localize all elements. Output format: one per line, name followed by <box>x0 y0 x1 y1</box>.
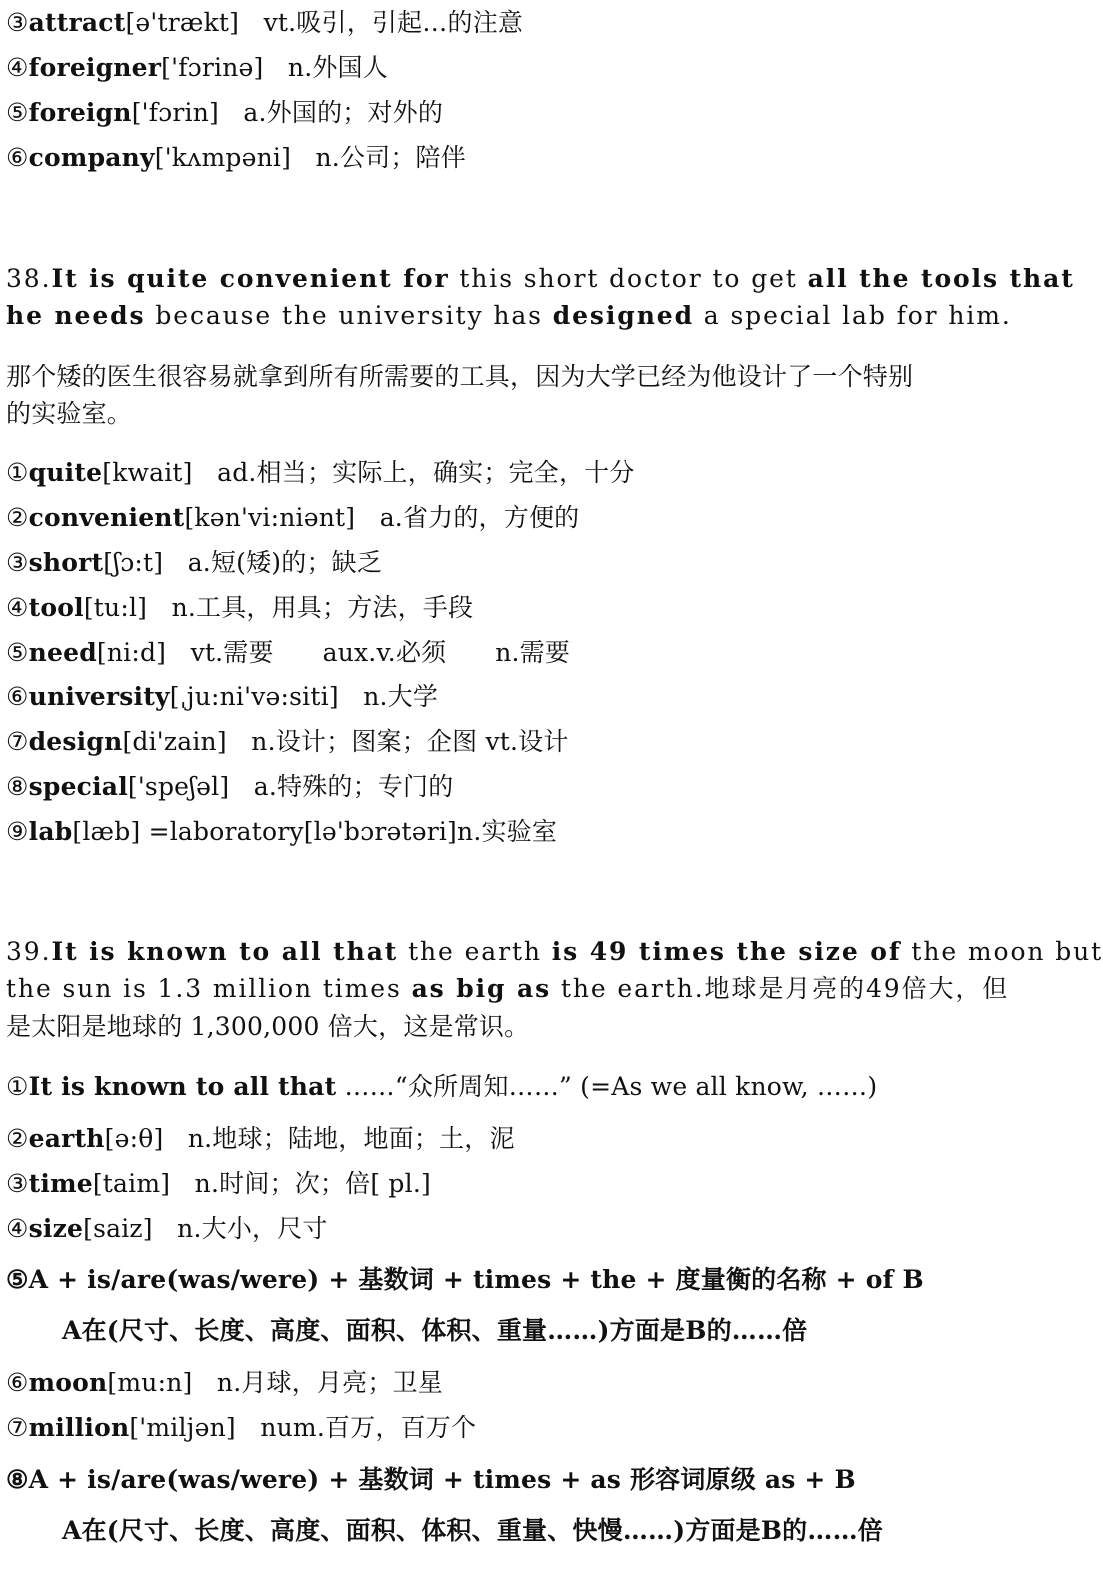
vocab-item <box>6 638 570 668</box>
translation-38-line-1: 那个矮的医生很容易就拿到所有所需要的工具，因为大学已经为他设计了一个特别 <box>6 362 914 391</box>
vocab-definition: vt.吸引，引起…的注意 <box>263 8 524 37</box>
vocab-item <box>6 772 453 802</box>
vocab-word: time <box>28 1169 93 1198</box>
vocab-item <box>6 503 579 533</box>
vocab-definition: a.外国的；对外的 <box>243 98 444 127</box>
item-number: ⑦ <box>6 1413 29 1442</box>
vocab-definition: n.工具，用具；方法，手段 <box>171 593 474 622</box>
vocab-phonetic: [kən'vi:niənt] <box>184 503 356 532</box>
vocab-item <box>6 458 635 488</box>
vocab-phonetic: [tu:l] <box>83 593 148 622</box>
item-number: ⑦ <box>6 727 29 756</box>
vocab-phonetic: [di'zain] <box>122 727 227 756</box>
item-number: ⑥ <box>6 682 29 711</box>
vocab-word: special <box>28 772 128 801</box>
vocab-item <box>6 1214 328 1244</box>
vocab-phonetic: [kwait] <box>102 458 193 487</box>
vocab-item <box>6 817 557 847</box>
vocab-definition: n.月球，月亮；卫星 <box>216 1368 443 1397</box>
item-number: ④ <box>6 53 29 82</box>
vocab-item <box>6 548 382 578</box>
grammar-pattern-1-meaning: A在(尺寸、长度、高度、面积、体积、重量……)方面是B的……倍 <box>62 1316 808 1345</box>
vocab-word: quite <box>28 458 103 487</box>
vocab-phonetic: [ni:d] <box>96 638 167 667</box>
vocab-word: convenient <box>28 503 185 532</box>
vocab-phonetic: ['fɔrinə] <box>161 53 264 82</box>
item-number: ⑤ <box>6 638 29 667</box>
vocab-phonetic: [læb] <box>72 817 141 846</box>
vocab-phonetic: ['kʌmpəni] <box>154 143 292 172</box>
vocab-item <box>6 53 388 83</box>
item-number: ⑨ <box>6 817 29 846</box>
sentence-39-line-3: 是太阳是地球的 1,300,000 倍大，这是常识。 <box>6 1012 530 1041</box>
phrase-item <box>6 1072 877 1102</box>
vocab-word: company <box>28 143 155 172</box>
grammar-pattern-2-meaning: A在(尺寸、长度、高度、面积、体积、重量、快慢……)方面是B的……倍 <box>62 1516 883 1545</box>
vocab-definition: a.特殊的；专门的 <box>253 772 454 801</box>
vocab-word: university <box>28 682 170 711</box>
vocab-definition: n.外国人 <box>287 53 388 82</box>
item-number: ④ <box>6 593 29 622</box>
vocab-definition: ad.相当；实际上，确实；完全，十分 <box>217 458 635 487</box>
sentence-39-line-2: the sun is 1.3 million times as big as the earth.地球是月亮的49倍大，但 <box>6 974 1010 1003</box>
vocab-phonetic: ['fɔrin] <box>131 98 219 127</box>
vocab-word: earth <box>28 1124 105 1153</box>
vocab-word: foreigner <box>28 53 162 82</box>
vocab-phonetic: [ˌju:ni'və:siti] <box>169 682 339 711</box>
vocab-phonetic: [saiz] <box>83 1214 153 1243</box>
sentence-38-line-2: he needs because the university has designed a special lab for him. <box>6 301 1012 330</box>
phrase-meaning: ……“众所周知……” (=As we all know, ……) <box>336 1072 878 1101</box>
vocab-word: need <box>28 638 97 667</box>
vocab-item <box>6 727 569 757</box>
grammar-pattern-2: ⑧A + is/are(was/were) + 基数词 + times + as 形容词原级 as + B <box>6 1465 856 1494</box>
vocab-item <box>6 593 473 623</box>
vocab-item <box>6 1169 431 1199</box>
vocab-definition: n.大小，尺寸 <box>177 1214 328 1243</box>
sentence-38-line-1: 38.It is quite convenient for this short doctor to get all the tools that <box>6 264 1075 293</box>
vocab-item <box>6 143 466 173</box>
vocab-item <box>6 98 443 128</box>
vocab-definition: num.百万，百万个 <box>260 1413 477 1442</box>
vocab-definition: n.公司；陪伴 <box>315 143 466 172</box>
vocab-item <box>6 1124 515 1154</box>
vocab-definition: n.大学 <box>363 682 439 711</box>
vocab-definition: a.省力的，方便的 <box>379 503 580 532</box>
vocab-phonetic: [taim] <box>92 1169 171 1198</box>
vocab-phonetic: [ʃɔ:t] <box>103 548 164 577</box>
vocab-word: foreign <box>28 98 132 127</box>
item-number: ① <box>6 458 29 487</box>
vocab-word: moon <box>28 1368 108 1397</box>
item-number: ③ <box>6 1169 29 1198</box>
vocab-phonetic: ['speʃəl] <box>127 772 230 801</box>
vocab-item <box>6 1413 476 1443</box>
sentence-39-line-1: 39.It is known to all that the earth is 49 times the size of the moon but <box>6 937 1103 966</box>
vocab-word: lab <box>28 817 73 846</box>
vocab-definition: a.短(矮)的；缺乏 <box>187 548 383 577</box>
vocab-definition: n.设计；图案；企图 vt.设计 <box>251 727 569 756</box>
item-number: ⑤ <box>6 98 29 127</box>
item-number: ② <box>6 503 29 532</box>
item-number: ④ <box>6 1214 29 1243</box>
item-number: ③ <box>6 8 29 37</box>
vocab-word: attract <box>28 8 126 37</box>
vocab-word: design <box>28 727 123 756</box>
grammar-pattern-1: ⑤A + is/are(was/were) + 基数词 + times + the + 度量衡的名称 + of B <box>6 1265 924 1294</box>
item-number: ① <box>6 1072 29 1101</box>
vocab-definition: =laboratory[lə'bɔrətəri]n.实验室 <box>148 817 558 846</box>
item-number: ⑧ <box>6 772 29 801</box>
vocab-word: tool <box>28 593 84 622</box>
vocab-definition: vt.需要 aux.v.必须 n.需要 <box>190 638 571 667</box>
item-number: ⑥ <box>6 143 29 172</box>
vocab-phonetic: ['miljən] <box>129 1413 236 1442</box>
item-number: ③ <box>6 548 29 577</box>
vocab-item <box>6 8 523 38</box>
vocab-phonetic: [mu:n] <box>107 1368 193 1397</box>
vocab-phonetic: [ə:θ] <box>104 1124 164 1153</box>
vocab-word: million <box>28 1413 130 1442</box>
phrase-text: It is known to all that <box>28 1072 337 1101</box>
item-number: ⑥ <box>6 1368 29 1397</box>
vocab-definition: n.地球；陆地，地面；土，泥 <box>187 1124 515 1153</box>
vocab-word: short <box>28 548 104 577</box>
vocab-phonetic: [ə'trækt] <box>125 8 240 37</box>
vocab-definition: n.时间；次；倍[ pl.] <box>194 1169 431 1198</box>
item-number: ② <box>6 1124 29 1153</box>
translation-38-line-2: 的实验室。 <box>6 399 133 428</box>
vocab-item <box>6 682 438 712</box>
vocab-word: size <box>28 1214 84 1243</box>
vocab-item <box>6 1368 443 1398</box>
